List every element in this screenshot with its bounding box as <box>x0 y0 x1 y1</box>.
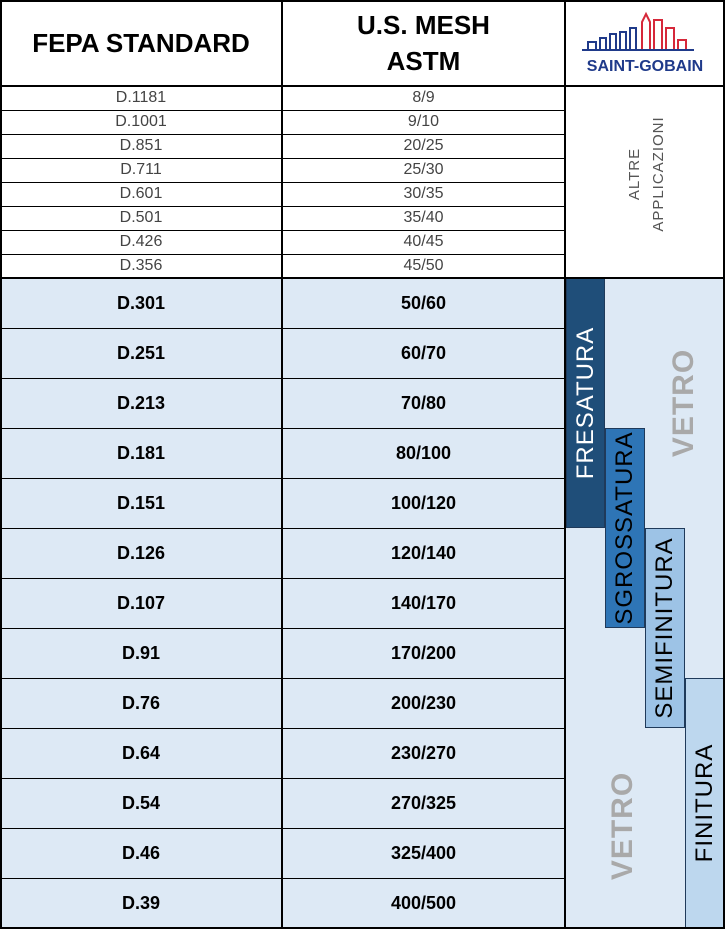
main-row-fepa: D.151 <box>0 478 282 528</box>
mesh-header-line2: ASTM <box>386 45 461 76</box>
main-row-mesh: 120/140 <box>282 528 565 578</box>
grid-line <box>0 85 725 87</box>
small-row-fepa: D.601 <box>0 182 282 206</box>
logo-skyline-stroke-6 <box>654 20 662 50</box>
main-row-fepa: D.76 <box>0 678 282 728</box>
mesh-header <box>282 0 565 85</box>
main-row-mesh: 80/100 <box>282 428 565 478</box>
main-row-mesh: 60/70 <box>282 328 565 378</box>
small-row-mesh: 8/9 <box>282 86 565 110</box>
small-row-fepa: D.851 <box>0 134 282 158</box>
main-row-mesh: 140/170 <box>282 578 565 628</box>
main-row-mesh: 230/270 <box>282 728 565 778</box>
main-row-fepa: D.64 <box>0 728 282 778</box>
logo-skyline-stroke-3 <box>620 32 626 50</box>
fepa-header: FEPA STANDARD <box>32 27 250 58</box>
small-row-fepa: D.426 <box>0 230 282 254</box>
mesh-header-line1: U.S. MESH <box>357 9 490 40</box>
main-row-mesh: 170/200 <box>282 628 565 678</box>
logo-skyline-stroke-4 <box>630 28 636 50</box>
main-row-fepa: D.54 <box>0 778 282 828</box>
band-label-fresatura: FRESATURA <box>571 326 599 480</box>
main-row-mesh: 50/60 <box>282 278 565 328</box>
small-row-mesh: 25/30 <box>282 158 565 182</box>
side-note-line2: APPLICAZIONI <box>649 116 667 232</box>
small-row-fepa: D.356 <box>0 254 282 278</box>
main-row-fepa: D.213 <box>0 378 282 428</box>
main-row-fepa: D.46 <box>0 828 282 878</box>
main-row-fepa: D.39 <box>0 878 282 928</box>
side-note <box>623 116 671 231</box>
small-row-fepa: D.1181 <box>0 86 282 110</box>
small-row-fepa: D.501 <box>0 206 282 230</box>
logo-wordmark: SAINT-GOBAIN <box>586 58 704 75</box>
logo-skyline-stroke-7 <box>666 28 674 50</box>
main-row-fepa: D.91 <box>0 628 282 678</box>
main-row-fepa: D.301 <box>0 278 282 328</box>
grid-line <box>564 0 566 928</box>
logo-skyline-stroke-0 <box>588 42 596 50</box>
grid-line <box>0 277 725 279</box>
grid-line <box>0 0 725 2</box>
main-row-mesh: 200/230 <box>282 678 565 728</box>
logo-skyline-stroke-1 <box>600 38 606 50</box>
small-row-mesh: 40/45 <box>282 230 565 254</box>
small-row-mesh: 35/40 <box>282 206 565 230</box>
vetro-label-bottom: VETRO <box>606 771 639 881</box>
band-label-finitura: FINITURA <box>690 743 718 863</box>
small-row-mesh: 45/50 <box>282 254 565 278</box>
main-row-fepa: D.181 <box>0 428 282 478</box>
main-row-mesh: 400/500 <box>282 878 565 928</box>
logo-skyline-stroke-8 <box>678 40 686 50</box>
vetro-label-top: VETRO <box>667 348 700 458</box>
small-row-mesh: 9/10 <box>282 110 565 134</box>
side-note-line1: ALTRE <box>625 147 643 201</box>
grid-line <box>281 0 283 928</box>
grid-line <box>0 0 2 928</box>
main-row-mesh: 325/400 <box>282 828 565 878</box>
main-row-fepa: D.107 <box>0 578 282 628</box>
main-row-fepa: D.126 <box>0 528 282 578</box>
main-row-mesh: 100/120 <box>282 478 565 528</box>
small-row-mesh: 30/35 <box>282 182 565 206</box>
small-row-fepa: D.1001 <box>0 110 282 134</box>
main-row-mesh: 70/80 <box>282 378 565 428</box>
small-row-fepa: D.711 <box>0 158 282 182</box>
saint-gobain-logo <box>566 4 724 84</box>
main-row-fepa: D.251 <box>0 328 282 378</box>
small-row-mesh: 20/25 <box>282 134 565 158</box>
main-row-mesh: 270/325 <box>282 778 565 828</box>
logo-skyline-stroke-5 <box>642 14 650 50</box>
band-label-semifinitura: SEMIFINITURA <box>651 537 678 719</box>
band-label-sgrossatura: SGROSSATURA <box>611 431 638 625</box>
logo-skyline-stroke-2 <box>610 34 616 50</box>
